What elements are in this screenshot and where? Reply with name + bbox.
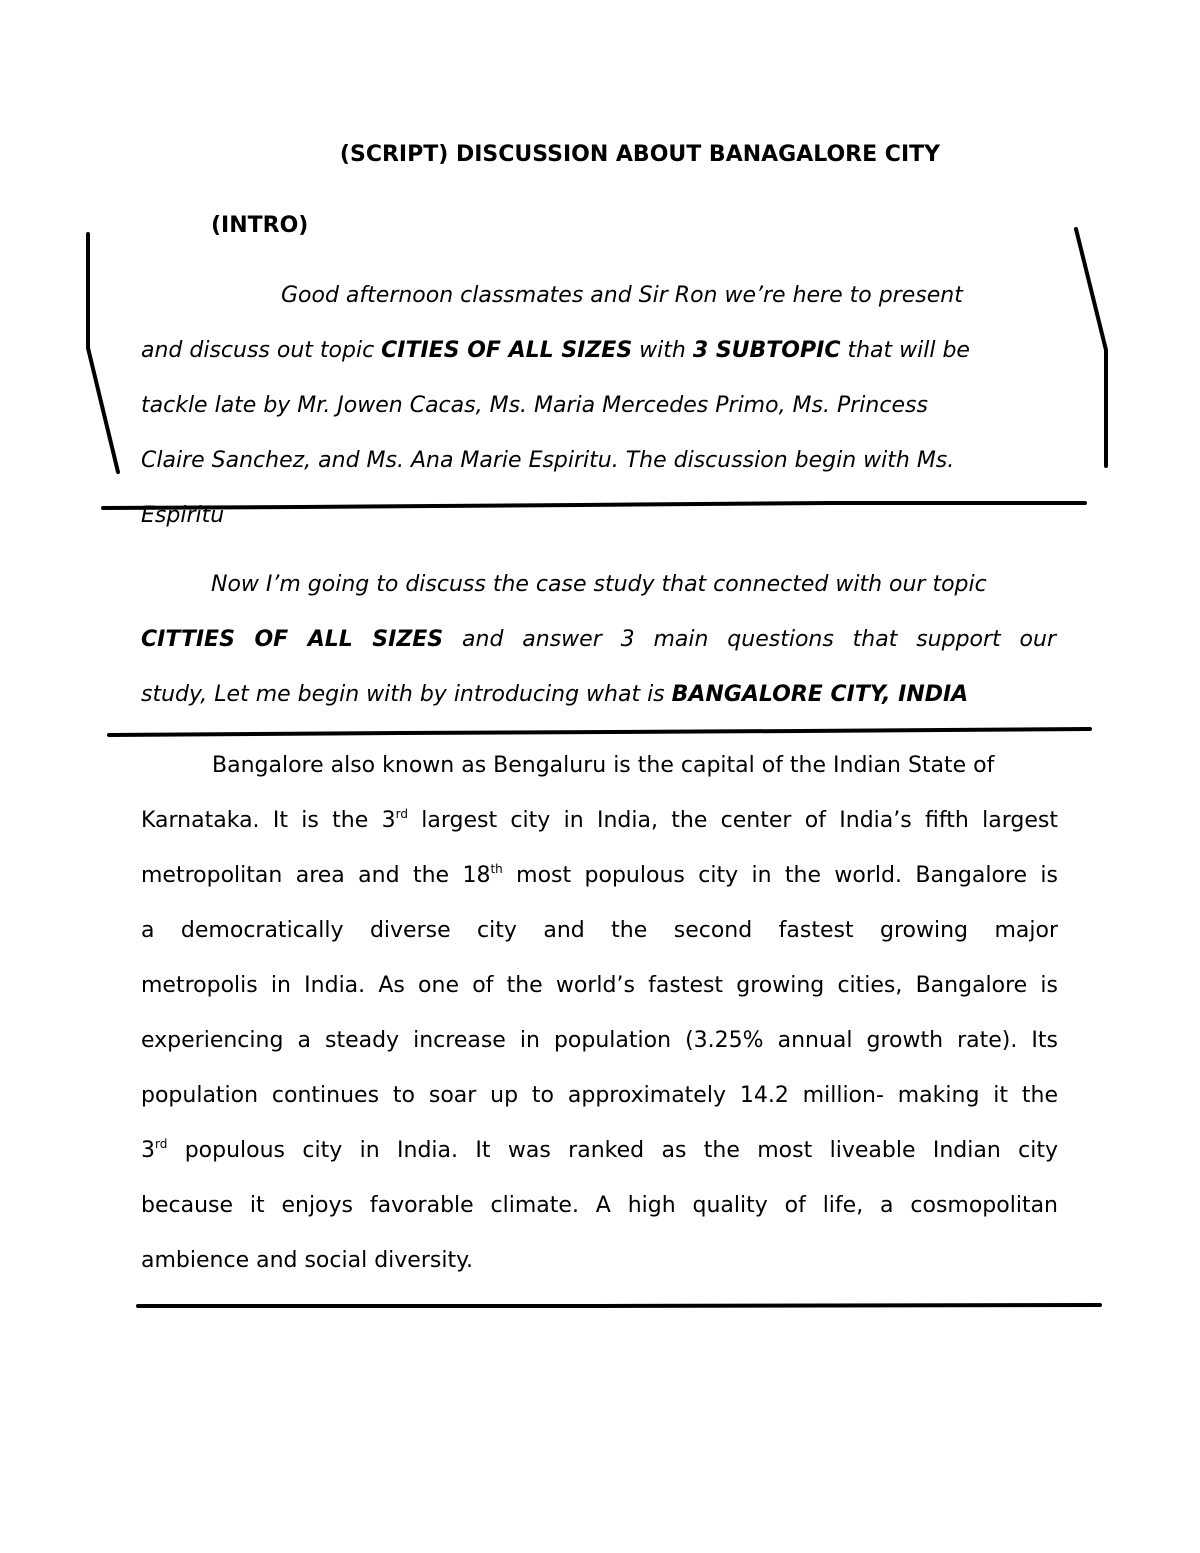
body-line-10: ambience and social diversity. bbox=[141, 1248, 473, 1273]
body-line-3: metropolitan area and the 18th most populous city in the world. Bangalore is bbox=[141, 862, 1058, 888]
separator-line-2 bbox=[109, 729, 1090, 735]
left-bracket-mark bbox=[88, 234, 118, 472]
case-line-1: Now I’m going to discuss the case study that connected with our topic bbox=[211, 572, 987, 597]
intro-line-2: and discuss out topic CITIES OF ALL SIZES with 3 SUBTOPIC that will be bbox=[141, 338, 970, 363]
intro-line-3: tackle late by Mr. Jowen Cacas, Ms. Maria Mercedes Primo, Ms. Princess bbox=[141, 393, 928, 418]
intro-line-4: Claire Sanchez, and Ms. Ana Marie Espiritu. The discussion begin with Ms. bbox=[141, 448, 955, 473]
intro-line-1: Good afternoon classmates and Sir Ron we’re here to present bbox=[281, 283, 963, 308]
body-line-6: experiencing a steady increase in population (3.25% annual growth rate). Its bbox=[141, 1028, 1058, 1053]
separator-line-3 bbox=[138, 1305, 1100, 1306]
intro-heading: (INTRO) bbox=[211, 213, 309, 238]
body-line-4: a democratically diverse city and the second fastest growing major bbox=[141, 918, 1058, 943]
intro-line-5: Espiritu bbox=[141, 503, 225, 528]
body-line-7: population continues to soar up to approximately 14.2 million- making it the bbox=[141, 1083, 1058, 1108]
document-title: (SCRIPT) DISCUSSION ABOUT BANAGALORE CITY bbox=[339, 142, 941, 167]
body-line-5: metropolis in India. As one of the world’s fastest growing cities, Bangalore is bbox=[141, 973, 1058, 998]
right-bracket-mark bbox=[1076, 229, 1106, 466]
body-line-9: because it enjoys favorable climate. A high quality of life, a cosmopolitan bbox=[141, 1193, 1058, 1218]
body-line-1: Bangalore also known as Bengaluru is the capital of the Indian State of bbox=[212, 753, 995, 778]
case-line-2: CITTIES OF ALL SIZES and answer 3 main questions that support our bbox=[141, 627, 1056, 652]
body-line-2: Karnataka. It is the 3rd largest city in India, the center of India’s fifth largest bbox=[141, 807, 1058, 833]
separator-line-1 bbox=[103, 503, 1085, 508]
body-line-8: 3rd populous city in India. It was ranked as the most liveable Indian city bbox=[141, 1137, 1058, 1163]
case-line-3: study, Let me begin with by introducing what is BANGALORE CITY, INDIA bbox=[141, 682, 969, 707]
